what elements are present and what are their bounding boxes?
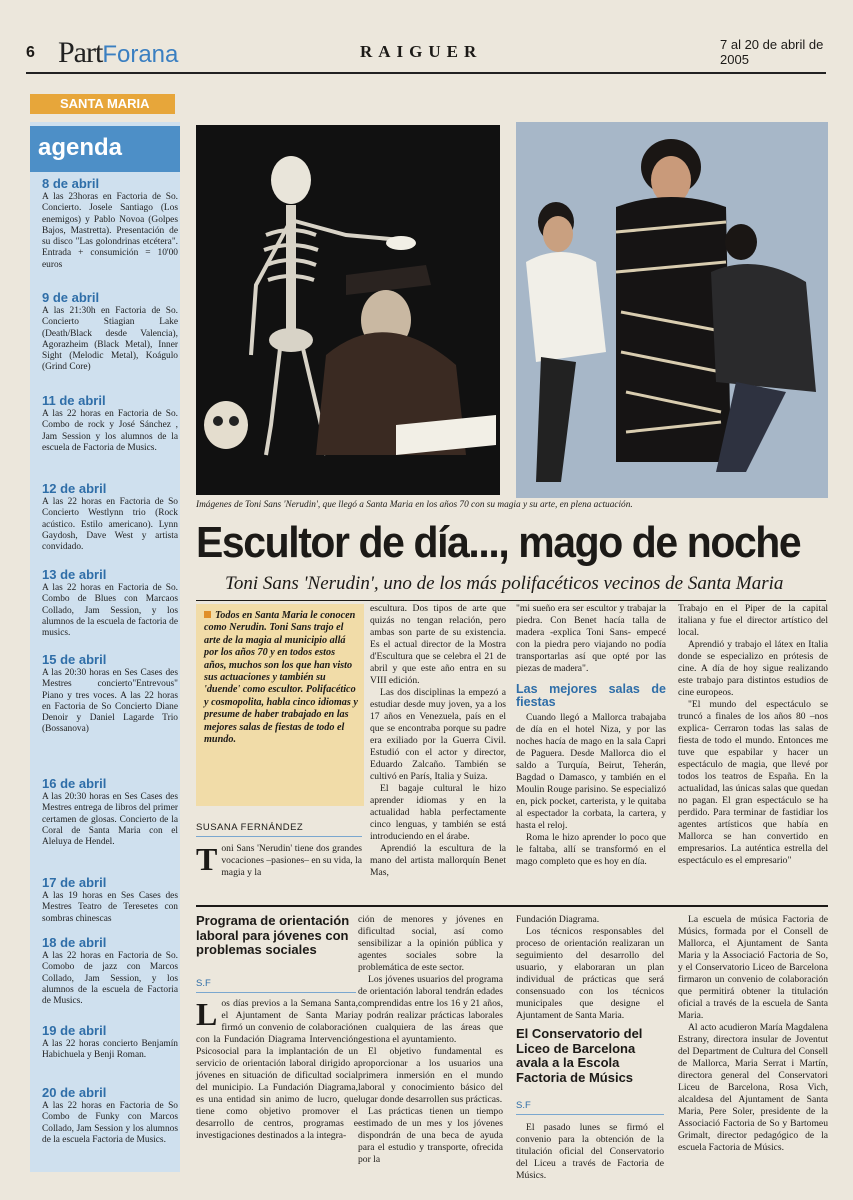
agenda-entry — [42, 1085, 178, 1146]
agenda-entry — [42, 875, 178, 925]
main-col2-p4: Aprendió la escultura de la mano del artista mallorquín Benet Mas, — [370, 843, 506, 878]
agenda-entry-date: 15 de abril — [42, 652, 107, 667]
byline-rule — [196, 836, 362, 837]
page-number: 6 — [26, 44, 35, 61]
main-col2 — [370, 603, 506, 879]
agenda-entry-text: A las 22 horas en Factoria de So. Combo de rock y José Sánchez , Jam Session y los alumnos de la escuela de Factoria de Musics. — [42, 409, 178, 453]
article3-byline: S.F — [516, 1100, 531, 1111]
main-col4-p2: Aprendió y trabajo el látex en Italia donde se especializo en prótesis de cine. A día de hoy sigue realizando este trabajo para distintos estudios de cine europeos. — [678, 639, 828, 698]
agenda-entry-date: 17 de abril — [42, 875, 107, 890]
agenda-entry — [42, 1023, 178, 1062]
main-col4-p3: "El mundo del espectáculo se truncó a finales de los años 80 –nos explica- Cerraron todas las salas de fiesta de todo el mundo. Entonces me tuve que espabilar y hacer un espectáculo de magia, que llevé por todos los teatros de España. En la actualidad, las únicas salas que quedan no pagan. El gran espectáculo se ha perdido. Para terminar de fastidiar los agentes artísticos que había en Mallorca se han convertido en empresarios. La auténtica estrella del espectáculo es el empresario" — [678, 699, 828, 866]
agenda-entry-date: 9 de abril — [42, 290, 100, 305]
main-col3-p3: Roma le hizo aprender lo poco que le faltaba, allí se transformó en el mago completo que es hoy en día. — [516, 832, 666, 867]
article2-byline: S.F — [196, 978, 211, 989]
main-byline: SUSANA FERNÁNDEZ — [196, 822, 304, 833]
agenda-entry — [42, 567, 178, 639]
agenda-entry-date: 16 de abril — [42, 776, 107, 791]
article2-headline: Programa de orientación laboral para jóvenes con problemas sociales — [196, 913, 350, 957]
article2-col2 — [358, 914, 503, 1166]
agenda-entry-text: A las 21:30h en Factoria de So. Concierto Stiagian Lake (Death/Black desde Valencia), Agorazheim (Black Metal), Inner Sight (Melodic Metal), Koágulo (Grind Core) — [42, 306, 178, 373]
section-tag: SANTA MARIA — [30, 94, 175, 114]
section-divider — [196, 905, 828, 907]
agenda-title: agenda — [38, 134, 123, 161]
main-col3 — [516, 603, 666, 868]
article2-col3-p1: Fundación Diagrama. — [516, 914, 600, 925]
agenda-entry-date: 13 de abril — [42, 567, 107, 582]
agenda-entry-date: 11 de abril — [42, 393, 106, 408]
dropcap-t: T — [196, 841, 218, 877]
agenda-entry-text: A las 22 horas en Factoria de So. Combo de Blues con Marcaos Collado, Jam Session, y los alumnos de la escuela de factoria de musics. — [42, 583, 178, 639]
agenda-entry-text: A las 19 horas en Ses Cases des Mestres Teatro de Teresetes con sombras chinescas — [42, 891, 178, 924]
main-col2-p1: escultura. Dos tipos de arte que quizás no tengan relación, pero ambas son parte de su existencia. Es el actual director de la Mostra d'Escultura que se celebra el 21 de abril y que este año entra en su VIII edición. — [370, 603, 506, 686]
dropcap-l: L — [196, 996, 218, 1032]
main-col4-p1: Trabajo en el Piper de la capital italiana y fue el director artístico del local. — [678, 603, 828, 638]
article3-col4-p1: La escuela de música Factoria de Músics, formada por el Consell de Mallorca, el Ajuntament de Santa Maria y la Associació Factoria de So, y el Conservatorio Liceo de Barcelona firmaron un convenio de colaboración que permitirá obtener la titulación oficial a través de la escuela de Santa Maria. — [678, 914, 828, 1021]
agenda-entry — [42, 481, 178, 553]
article2-col2-p2: Los jóvenes usuarios del programa de orientación laboral tendrán edades comprendidas entre los 16 y 21 años, y podrán realizar prácticas laborales en cualquiera de las áreas que gestiona el ayuntamiento. — [358, 974, 503, 1045]
main-intro — [196, 843, 362, 879]
article2-col1 — [196, 998, 358, 1142]
lead-bullet-icon — [204, 611, 211, 618]
article3-headline: El Conservatorio del Liceo de Barcelona avala a la Escola Factoria de Músics — [516, 1026, 643, 1085]
agenda-entry — [42, 393, 178, 454]
agenda-entry — [42, 290, 178, 374]
agenda-entry-date: 19 de abril — [42, 1023, 107, 1038]
agenda-entry-text: A las 20:30 horas en Ses Cases des Mestres concierto"Entrevous" Piano y tres voces. A las 22 horas en Factoria de So Concierto Diane Denoir y Daniel Lagarde Trio (Bossanova) — [42, 668, 178, 735]
main-col2-p3: El bagaje cultural le hizo aprender idiomas y en la actualidad habla perfectamente cinco lenguas, y también se está introduciendo en el árabe. — [370, 783, 506, 842]
tied-magician-photo-illustration — [516, 122, 828, 498]
article2-byline-rule — [196, 992, 356, 993]
main-intro-text: oni Sans 'Nerudin' tiene dos grandes vocaciones –pasiones– en su vida, la magia y la — [221, 843, 363, 878]
agenda-entry-date: 18 de abril — [42, 935, 107, 950]
article2-col2-p1: ción de menores y jóvenes en dificultad social, así como sensibilizar a la opinión pública y agentes sociales sobre la problemática de este sector. — [358, 914, 503, 973]
photo-caption: Imágenes de Toni Sans 'Nerudin', que llegó a Santa Maria en los años 70 con su magia y su arte, en plena actuación. — [196, 500, 633, 510]
article3-col3 — [516, 1122, 664, 1182]
subhead-rule — [196, 600, 826, 601]
masthead: RAIGUER — [360, 42, 483, 61]
article2-col3-p2: Los técnicos responsables del proceso de orientación realizaran un seguimiento del desarrollo del usuario, y elaboraran un plan individual de prácticas que será consensuado con los técnicos municipales que designe el Ajuntament de Santa Maria. — [516, 926, 664, 1021]
photo-magician-tied — [516, 122, 828, 498]
lead-box — [196, 604, 364, 806]
agenda-entry-text: A las 20:30 horas en Ses Cases des Mestres entrega de libros del primer certamen de glosas. Concierto de la Coral de Santa Maria con el Aleluya de Hendel. — [42, 792, 178, 848]
agenda-entry-text: A las 23horas en Factoria de So. Concierto. Josele Santiago (Los enemigos) y Pablo Novoa (Golpes Bajos, Mastretta). Presentación de su disco "Las golondrinas etcétera". Entrada + consumición = 10'00 euros — [42, 192, 178, 270]
main-col3-subtitle: Las mejores salas de fiestas — [516, 682, 666, 709]
article3-byline-rule — [516, 1114, 664, 1115]
main-subheadline: Toni Sans 'Nerudin', uno de los más polifacéticos vecinos de Santa Maria — [225, 573, 784, 594]
agenda-entry — [42, 935, 178, 1007]
article2-col1-text: os días previos a la Semana Santa, el Ajuntament de Santa Maria firmó un convenio de colaboración con la Fundación Diagrama Intervención Psicosocial para la implantación de un servicio de orientación laboral dirigido a jóvenes en situación de dificultad social del municipio. La Fundación Diagrama, es una entidad sin animo de lucro, que tiene como objetivo promover el desarrollo de centros, programas e investigaciones destinados a la integra- — [196, 998, 358, 1141]
agenda-entry-text: A las 22 horas en Factoria de So Combo de Funky con Marcos Collado, Jam Session y los alumnos de la escuela Factoria de Musics. — [42, 1101, 178, 1145]
logo-forana: Forana — [102, 41, 179, 68]
lead-text: Todos en Santa Maria le conocen como Nerudin. Toni Sans trajo el arte de la magia al municipio allá por los años 70 y en todos estos años, muchos son los que han visto sus actuaciones y también su 'duende' como escultor. Polifacético y cosmopolita, habla cinco idiomas y presume de haber trabajado en las mejores salas de fiestas de todo el mundo. — [204, 610, 358, 746]
article2-col3 — [516, 914, 664, 1022]
agenda-header — [30, 126, 180, 172]
photo-magician-skeleton — [196, 125, 500, 495]
agenda-entry-text: A las 22 horas concierto Benjamín Habichuela y Benji Roman. — [42, 1039, 178, 1061]
agenda-entry — [42, 652, 178, 736]
article3-col3-p1: El pasado lunes se firmó el convenio para la obtención de la titulación oficial del Conservatorio del Liceu a través de Factoria de Músics. — [516, 1122, 664, 1181]
agenda-entry-date: 20 de abril — [42, 1085, 107, 1100]
agenda-entry — [42, 176, 178, 271]
agenda-entry-date: 8 de abril — [42, 176, 100, 191]
issue-date: 7 al 20 de abril de 2005 — [720, 37, 824, 67]
agenda-entry — [42, 776, 178, 848]
main-col4 — [678, 603, 828, 867]
section-logo — [58, 36, 178, 70]
agenda-entry-text: A las 22 horas en Factoria de So Concierto Westlynn trio (Rock acústico. Estilo americano). Lynn Gaydosh, Dave West y artista convidado. — [42, 497, 178, 553]
header-rule — [26, 72, 826, 74]
article2-col2-p3: El objetivo fundamental es proporcionar a los usuarios una primera inmersión en el mundo laboral y conocimiento básico del lugar donde desarrollen sus prácticas. — [358, 1046, 503, 1105]
main-headline: Escultor de día..., mago de noche — [196, 518, 801, 567]
main-col3-p1: "mi sueño era ser escultor y trabajar la piedra. Con Benet hacía talla de madera -explica Toni Sans- empecé con la piedra pero viajando no podía transportarlas así que opté por las piezas de madera". — [516, 603, 666, 674]
article2-col2-p4: Las prácticas tienen un tiempo estimado de un mes y los jóvenes dispondrán de una beca de ayuda para el estudio y transporte, ofrecida por la — [358, 1106, 503, 1165]
agenda-entry-date: 12 de abril — [42, 481, 107, 496]
logo-part: Part — [58, 36, 103, 69]
agenda-entry-text: A las 22 horas en Factoria de So. Comobo de jazz con Marcos Collado, Jam Session, y los alumnos de la escuela de Factoria de Musics. — [42, 951, 178, 1007]
article3-col4-p2: Al acto acudieron María Magdalena Estrany, directora insular de Joventut del Department de Cultura del Consell de Mallorca, Maria Serrat i Martín, directora general del Conservatori Liceu de Barcelona, Rosa Vich, alcaldesa del Ajuntament de Santa Maria, Pere Soler, presidente de la Associació Factoria de So y Bartomeu Grimalt, director pedagógico de la escuela Factoria de Músics. — [678, 1022, 828, 1153]
skeleton-photo-illustration — [196, 125, 500, 495]
agenda-panel — [30, 122, 180, 1172]
main-col2-p2: Las dos disciplinas la empezó a estudiar desde muy joven, ya a los 17 años en Venezuela, país en el que se encontraba porque su padre era exiliado por la Guerra Civil. Estudió con el actor y director, Eduardo Zalcaño. También se cultivó en París, Italia y Suiza. — [370, 687, 506, 782]
article3-col4 — [678, 914, 828, 1154]
main-col3-p2: Cuando llegó a Mallorca trabajaba de día en el hotel Niza, y por las noches hacía de mago en la sala Capri de Paguera. Desde Mallorca dio el saldo a Turquía, Beirut, Teherán, Bagdad o Damasco, y también en el Moulin Rouge parisino. Se especializó en, pick pocket, carterista, y le quitaba al espectador la corbata, la cartera, y hasta el reloj. — [516, 712, 666, 831]
